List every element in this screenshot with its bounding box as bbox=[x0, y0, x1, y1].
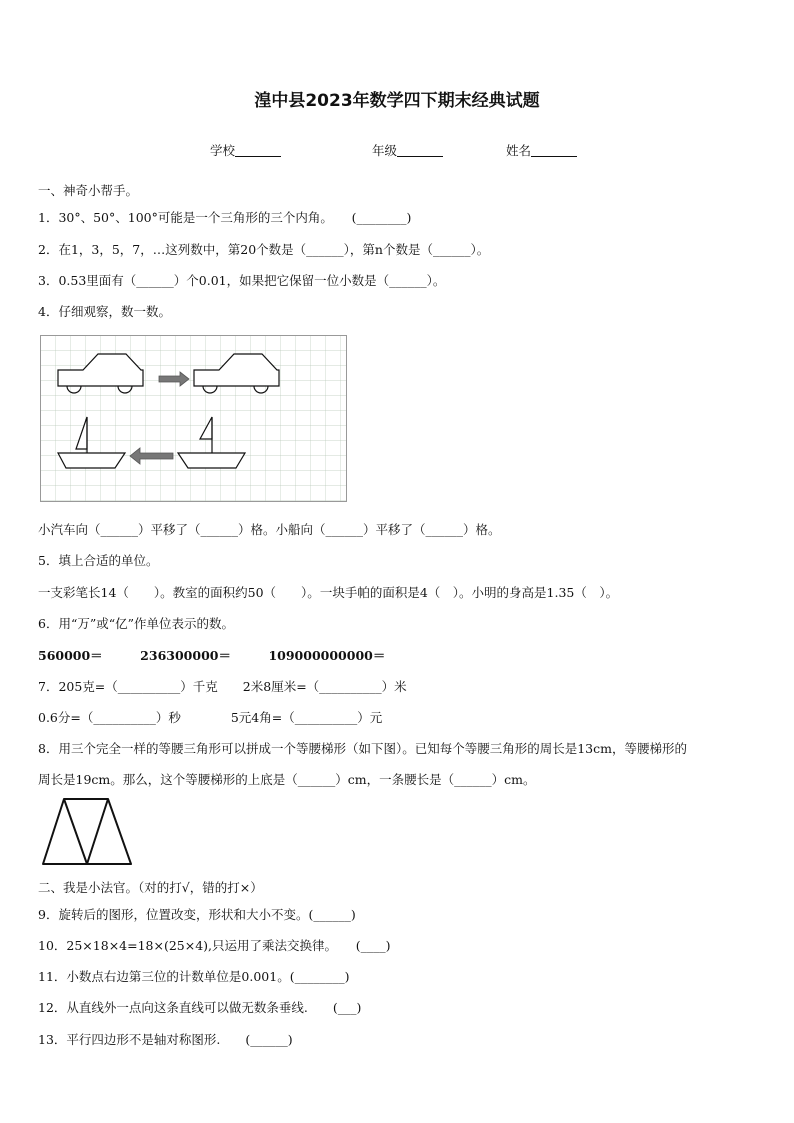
name-blank bbox=[531, 144, 577, 157]
question-8-line2: 周长是19cm。那么，这个等腰梯形的上底是（______）cm，一条腰长是（______）cm。 bbox=[38, 772, 536, 787]
question-8-line1: 8．用三个完全一样的等腰三角形可以拼成一个等腰梯形（如下图）。已知每个等腰三角形的周长是13cm，等腰梯形的 bbox=[38, 741, 687, 756]
question-7-line2: 0.6分=（__________）秒 5元4角=（__________）元 bbox=[38, 710, 383, 725]
name-label: 姓名 bbox=[506, 143, 532, 158]
translation-grid-figure bbox=[40, 335, 348, 503]
page-title: 湟中县2023年数学四下期末经典试题 bbox=[254, 91, 540, 111]
question-3: 3．0.53里面有（______）个0.01，如果把它保留一位小数是（______）。 bbox=[38, 273, 446, 288]
triangle-divider-left bbox=[64, 799, 87, 864]
question-10: 10．25×18×4=18×(25×4),只运用了乘法交换律。 (____) bbox=[38, 938, 391, 953]
question-12: 12．从直线外一点向这条直线可以做无数条垂线. (___) bbox=[38, 1000, 362, 1015]
question-11: 11．小数点右边第三位的计数单位是0.001。(________) bbox=[38, 969, 350, 984]
grade-field bbox=[372, 141, 443, 159]
trapezoid-figure bbox=[40, 796, 134, 868]
grade-label: 年级 bbox=[372, 143, 398, 158]
section2-heading: 二、我是小法官。（对的打√，错的打×） bbox=[38, 880, 263, 895]
question-13: 13．平行四边形不是轴对称图形. (______) bbox=[38, 1032, 293, 1047]
question-7-line1: 7．205克=（__________）千克 2米8厘米=（__________）米 bbox=[38, 679, 407, 694]
question-4: 4．仔细观察，数一数。 bbox=[38, 304, 171, 319]
question-5: 5．填上合适的单位。 bbox=[38, 553, 159, 568]
trapezoid-outline bbox=[43, 799, 131, 864]
question-1: 1．30°、50°、100°可能是一个三角形的三个内角。 (________) bbox=[38, 210, 412, 225]
question-5-answer: 一支彩笔长14（ ）。教室的面积约50（ ）。一块手帕的面积是4（ ）。小明的身高是1.35（ ）。 bbox=[38, 585, 619, 600]
question-9: 9．旋转后的图形，位置改变，形状和大小不变。(______) bbox=[38, 907, 356, 922]
triangle-divider-right bbox=[87, 799, 108, 864]
question-6-answer: 560000＝ 236300000＝ 109000000000＝ bbox=[38, 648, 386, 663]
section1-heading: 一、神奇小帮手。 bbox=[38, 183, 139, 198]
name-field bbox=[506, 141, 577, 159]
question-4-answer: 小汽车向（______）平移了（______）格。小船向（______）平移了（______）格。 bbox=[38, 522, 501, 537]
school-blank bbox=[235, 144, 281, 157]
grade-blank bbox=[397, 144, 443, 157]
school-field bbox=[210, 141, 281, 159]
school-label: 学校 bbox=[210, 143, 236, 158]
question-2: 2．在1，3，5，7，…这列数中，第20个数是（______），第n个数是（______）。 bbox=[38, 242, 490, 257]
question-6: 6．用“万”或“亿”作单位表示的数。 bbox=[38, 616, 235, 631]
